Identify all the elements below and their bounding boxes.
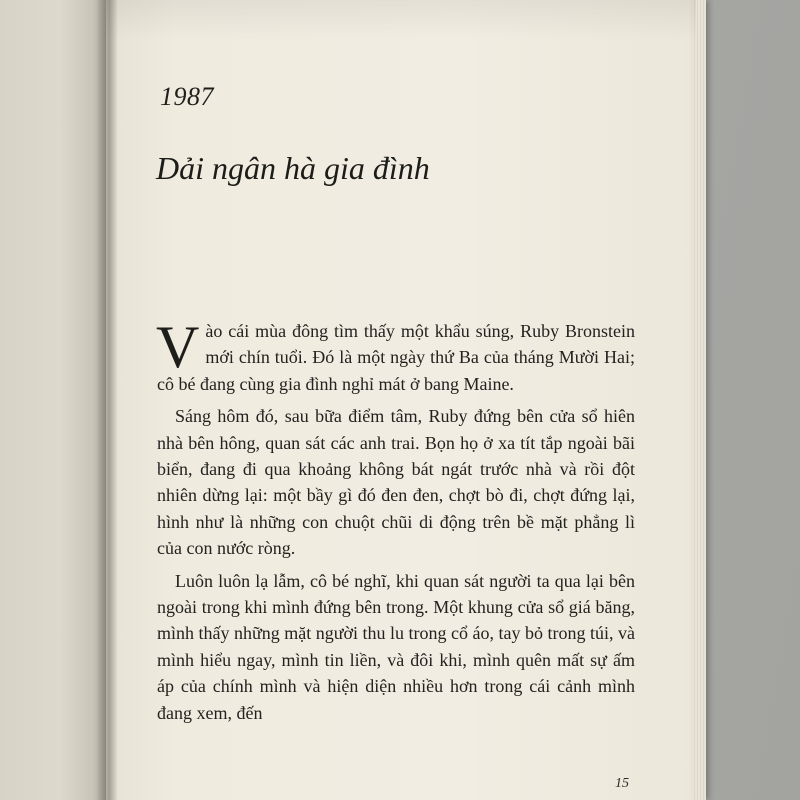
body-text (156, 314, 635, 726)
chapter-year: 1987 (160, 82, 214, 111)
drop-cap: V (156, 314, 200, 380)
paragraph-2: Sáng hôm đó, sau bữa điểm tâm, Ruby đứng bên cửa sổ hiên nhà bên hông, quan sát các anh trai. Bọn họ ở xa tít tắp ngoài bãi biển, đang đi qua khoảng không bát ngát trước nhà và rồi đột nhiên dừng lại: một bầy gì đó đen đen, chợt bò đi, chợt đứng lại, hình như là những con chuột chũi di động trên bề mặt phẳng lì của con nước ròng. (157, 406, 635, 559)
page-number: 15 (615, 776, 629, 791)
paragraph-1 (156, 314, 635, 397)
paragraph-3: Luôn luôn lạ lẫm, cô bé nghĩ, khi quan sát người ta qua lại bên ngoài trong khi mình đứng bên trong. Một khung cửa sổ giá băng, mình thấy những mặt người thu lu trong cổ áo, tay bỏ trong túi, và mình hiểu ngay, mình tin liền, và đôi khi, mình quên mất sự ấm áp của chính mình và hiện diện nhiều hơn trong cái cảnh mình đang xem, đến (157, 570, 635, 723)
page-edges (692, 0, 706, 800)
page-shadow (106, 0, 696, 40)
paragraph-1-text: ào cái mùa đông tìm thấy một khẩu súng, Ruby Bronstein mới chín tuổi. Đó là một ngày thứ Ba của tháng Mười Hai; cô bé đang cùng gia đình nghỉ mát ở bang Maine. (157, 321, 635, 394)
left-page (0, 0, 108, 800)
chapter-title: Dải ngân hà gia đình (156, 150, 430, 186)
book-gutter (96, 0, 118, 800)
